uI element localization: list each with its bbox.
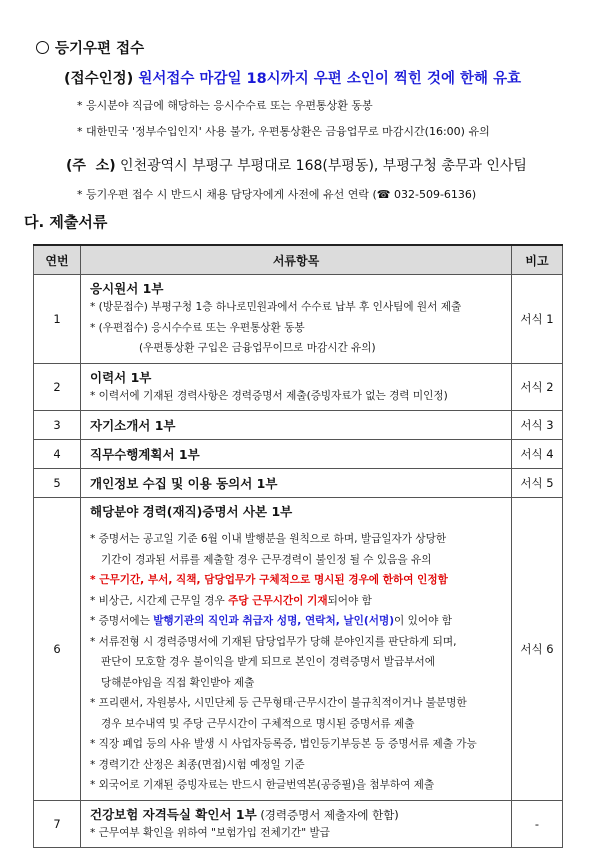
document-title-line	[90, 805, 505, 823]
document-detail: 당해분야임을 직접 확인받아 제출	[101, 676, 255, 689]
note-cell: -	[512, 800, 563, 848]
note-cell: 서식 5	[512, 469, 563, 498]
header-cell: 연번	[34, 245, 81, 275]
documents-table	[33, 244, 563, 848]
note-cell: 서식 2	[512, 363, 563, 411]
document-cell	[81, 275, 512, 364]
section-title: 등기우편 접수	[36, 37, 144, 58]
document-cell	[81, 800, 512, 848]
row-number: 4	[34, 440, 81, 469]
document-cell	[81, 440, 512, 469]
table-row	[34, 469, 563, 498]
table-header-row	[34, 245, 563, 275]
table-row	[34, 411, 563, 440]
row-number: 1	[34, 275, 81, 364]
acceptance-line: (접수인정) 원서접수 마감일 18시까지 우편 소인이 찍힌 것에 한해 유효	[64, 71, 522, 87]
subsection-title: 다. 제출서류	[24, 213, 108, 231]
note-line: * 응시분야 직급에 해당하는 응시수수료 또는 우편통상환 동봉	[77, 99, 373, 112]
document-detail: 경우 보수내역 및 주당 근무시간이 구체적으로 명시된 증명서류 제출	[101, 717, 415, 730]
document-detail: 판단이 모호할 경우 불이익을 받게 되므로 본인이 경력증명서 발급부서에	[101, 656, 435, 668]
document-cell	[81, 498, 512, 801]
address-line: (주 소) 인천광역시 부평구 부평대로 168(부평동), 부평구청 총무과 인사팀	[66, 158, 527, 174]
note-cell: 서식 3	[512, 411, 563, 440]
row-number: 2	[34, 363, 81, 411]
document-detail: * (방문접수) 부평구청 1층 하나로민원과에서 수수료 납부 후 인사팀에 원서 제출	[90, 301, 462, 313]
row-number: 6	[34, 498, 81, 801]
header-cell: 비고	[512, 245, 563, 275]
document-detail: * 비상근, 시간제 근무일 경우 주당 근무시간이 기재되어야 함	[90, 594, 372, 607]
row-number: 5	[34, 469, 81, 498]
table-row	[34, 275, 563, 364]
document-detail: (우편통상환 구입은 금융업무이므로 마감시간 유의)	[139, 342, 376, 354]
table-row	[34, 498, 563, 801]
document-detail: * 경력기간 산정은 최종(면접)시험 예정일 기준	[90, 758, 305, 771]
note-line: * 등기우편 접수 시 반드시 채용 담당자에게 사전에 유선 연락 (☎ 032-509-6136)	[77, 188, 477, 201]
circle-bullet-icon	[36, 41, 49, 54]
row-number: 7	[34, 800, 81, 848]
document-title: 해당분야 경력(재직)증명서 사본 1부	[90, 504, 293, 519]
document-title: 자기소개서 1부	[90, 418, 176, 433]
note-cell: 서식 1	[512, 275, 563, 364]
document-detail: * 직장 폐업 등의 사유 발생 시 사업자등록증, 법인등기부등본 등 증명서류 제출 가능	[90, 738, 477, 750]
document-detail: * 근무여부 확인을 위하여 "보험가입 전체기간" 발급	[90, 826, 330, 839]
document-detail: 기간이 경과된 서류를 제출할 경우 근무경력이 불인정 될 수 있음을 유의	[101, 553, 432, 566]
document-title: 응시원서 1부	[90, 281, 164, 296]
document-detail: * 이력서에 기재된 경력사항은 경력증명서 제출(증빙자료가 없는 경력 미인정)	[90, 389, 448, 402]
document-detail-emphasis: * 근무기간, 부서, 직책, 담당업무가 구체적으로 명시된 경우에 한하여 인정함	[90, 574, 448, 586]
note-cell: 서식 6	[512, 498, 563, 801]
document-cell	[81, 411, 512, 440]
row-number: 3	[34, 411, 81, 440]
table-row	[34, 363, 563, 411]
document-detail: * 증명서에는 발행기관의 직인과 취급자 성명, 연락처, 날인(서명)이 있어야 함	[90, 615, 452, 627]
document-title: 직무수행계획서 1부	[90, 447, 200, 462]
document-title: 이력서 1부	[90, 369, 152, 385]
document-detail: * (우편접수) 응시수수료 또는 우편통상환 동봉	[90, 321, 305, 334]
document-detail: * 외국어로 기재된 증빙자료는 반드시 한글번역본(공증필)을 첨부하여 제출	[90, 779, 435, 791]
document-title: 개인정보 수집 및 이용 동의서 1부	[90, 476, 278, 491]
header-cell: 서류항목	[81, 245, 512, 275]
note-cell: 서식 4	[512, 440, 563, 469]
document-cell	[81, 363, 512, 411]
document-subtitle: (경력증명서 제출자에 한함)	[260, 807, 399, 822]
document-detail: * 증명서는 공고일 기준 6월 이내 발행분을 원칙으로 하며, 발급일자가 상당한	[90, 533, 447, 545]
table-row	[34, 800, 563, 848]
document-title: 건강보험 자격득실 확인서 1부	[90, 806, 257, 822]
table-row	[34, 440, 563, 469]
document-detail: * 프리랜서, 자원봉사, 시민단체 등 근무형태·근무시간이 불규칙적이거나 불분명한	[90, 697, 467, 709]
document-detail: * 서류전형 시 경력증명서에 기재된 담당업무가 당해 분야인지를 판단하게 되며,	[90, 635, 457, 648]
note-line: * 대한민국 '정부수입인지' 사용 불가, 우편통상환은 금융업무로 마감시간(16:00) 유의	[77, 125, 490, 138]
document-cell	[81, 469, 512, 498]
